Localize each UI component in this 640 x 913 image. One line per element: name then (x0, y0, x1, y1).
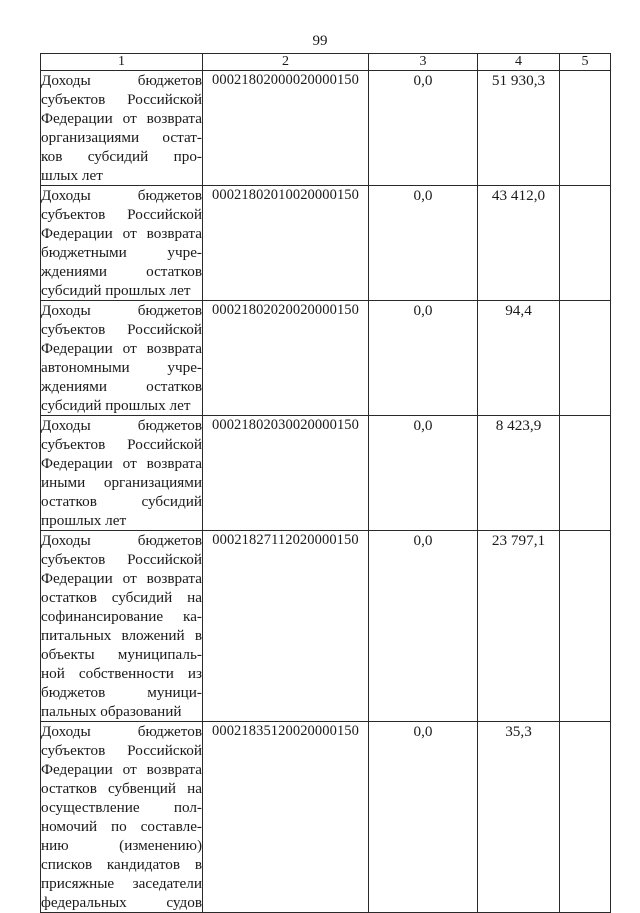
description-line: субсидий прошлых лет (41, 282, 191, 299)
description-line: автономными учре- (41, 359, 202, 376)
description-line: субъектов Российской (41, 206, 202, 223)
description-line: бюджетов муници- (41, 684, 202, 701)
description-line: субъектов Российской (41, 551, 202, 568)
value-col4: 8 423,9 (478, 416, 560, 531)
column-header: 5 (560, 54, 611, 71)
table-row (41, 71, 611, 186)
value-col3: 0,0 (369, 722, 478, 913)
value-col4: 35,3 (478, 722, 560, 913)
row-description (41, 71, 203, 186)
budget-code: 00021827112020000150 (203, 531, 369, 722)
description-line: иными организациями (41, 474, 202, 491)
description-line: присяжные заседатели (41, 875, 202, 892)
description-line: остатков субсидий на (41, 589, 202, 606)
row-description (41, 722, 203, 913)
description-line: шлых лет (41, 167, 103, 184)
column-header: 3 (369, 54, 478, 71)
description-line: Федерации от возврата (41, 340, 202, 357)
description-line: остатков субвенций на (41, 780, 202, 797)
table-row (41, 301, 611, 416)
value-col4: 43 412,0 (478, 186, 560, 301)
description-line: ков субсидий про- (41, 148, 202, 165)
row-description (41, 301, 203, 416)
page-number: 99 (312, 33, 328, 49)
description-line: нию (изменению) (41, 837, 202, 854)
row-description (41, 531, 203, 722)
column-header: 4 (478, 54, 560, 71)
description-line: субсидий прошлых лет (41, 397, 191, 414)
description-line: питальных вложений в (41, 627, 202, 644)
description-line: ной собственности из (41, 665, 202, 682)
description-line: субъектов Российской (41, 321, 202, 338)
description-line: пальных образований (41, 703, 182, 720)
description-line: Федерации от возврата (41, 570, 202, 587)
column-header: 1 (41, 54, 203, 71)
value-col5 (560, 301, 611, 416)
description-line: остатков субсидий (41, 493, 202, 510)
value-col5 (560, 71, 611, 186)
description-line: субъектов Российской (41, 91, 202, 108)
description-line: ждениями остатков (41, 378, 202, 395)
description-line: Доходы бюджетов (41, 187, 202, 204)
description-line: организациями остат- (41, 129, 202, 146)
budget-table (40, 53, 611, 913)
table-row (41, 186, 611, 301)
description-line: ждениями остатков (41, 263, 202, 280)
table-row (41, 531, 611, 722)
table-row (41, 416, 611, 531)
description-line: федеральных судов (41, 894, 202, 911)
table-row (41, 722, 611, 913)
value-col3: 0,0 (369, 301, 478, 416)
budget-code: 00021802030020000150 (203, 416, 369, 531)
budget-code: 00021835120020000150 (203, 722, 369, 913)
description-line: списков кандидатов в (41, 856, 202, 873)
value-col5 (560, 416, 611, 531)
description-line: номочий по составле- (41, 818, 202, 835)
budget-code: 00021802000020000150 (203, 71, 369, 186)
description-line: Доходы бюджетов (41, 723, 202, 740)
budget-code: 00021802020020000150 (203, 301, 369, 416)
description-line: софинансирование ка- (41, 608, 202, 625)
budget-code: 00021802010020000150 (203, 186, 369, 301)
description-line: бюджетными учре- (41, 244, 202, 261)
column-header: 2 (203, 54, 369, 71)
description-line: Федерации от возврата (41, 110, 202, 127)
row-description (41, 186, 203, 301)
value-col5 (560, 722, 611, 913)
description-line: Доходы бюджетов (41, 302, 202, 319)
description-line: субъектов Российской (41, 742, 202, 759)
value-col4: 94,4 (478, 301, 560, 416)
value-col4: 51 930,3 (478, 71, 560, 186)
description-line: Доходы бюджетов (41, 532, 202, 549)
header-row (41, 54, 611, 71)
description-line: осуществление пол- (41, 799, 202, 816)
value-col3: 0,0 (369, 416, 478, 531)
row-description (41, 416, 203, 531)
description-line: Доходы бюджетов (41, 417, 202, 434)
value-col4: 23 797,1 (478, 531, 560, 722)
description-line: Федерации от возврата (41, 455, 202, 472)
value-col5 (560, 531, 611, 722)
description-line: прошлых лет (41, 512, 127, 529)
description-line: Федерации от возврата (41, 761, 202, 778)
description-line: субъектов Российской (41, 436, 202, 453)
description-line: Федерации от возврата (41, 225, 202, 242)
description-line: Доходы бюджетов (41, 72, 202, 89)
value-col3: 0,0 (369, 186, 478, 301)
value-col3: 0,0 (369, 71, 478, 186)
description-line: объекты муниципаль- (41, 646, 202, 663)
value-col3: 0,0 (369, 531, 478, 722)
value-col5 (560, 186, 611, 301)
